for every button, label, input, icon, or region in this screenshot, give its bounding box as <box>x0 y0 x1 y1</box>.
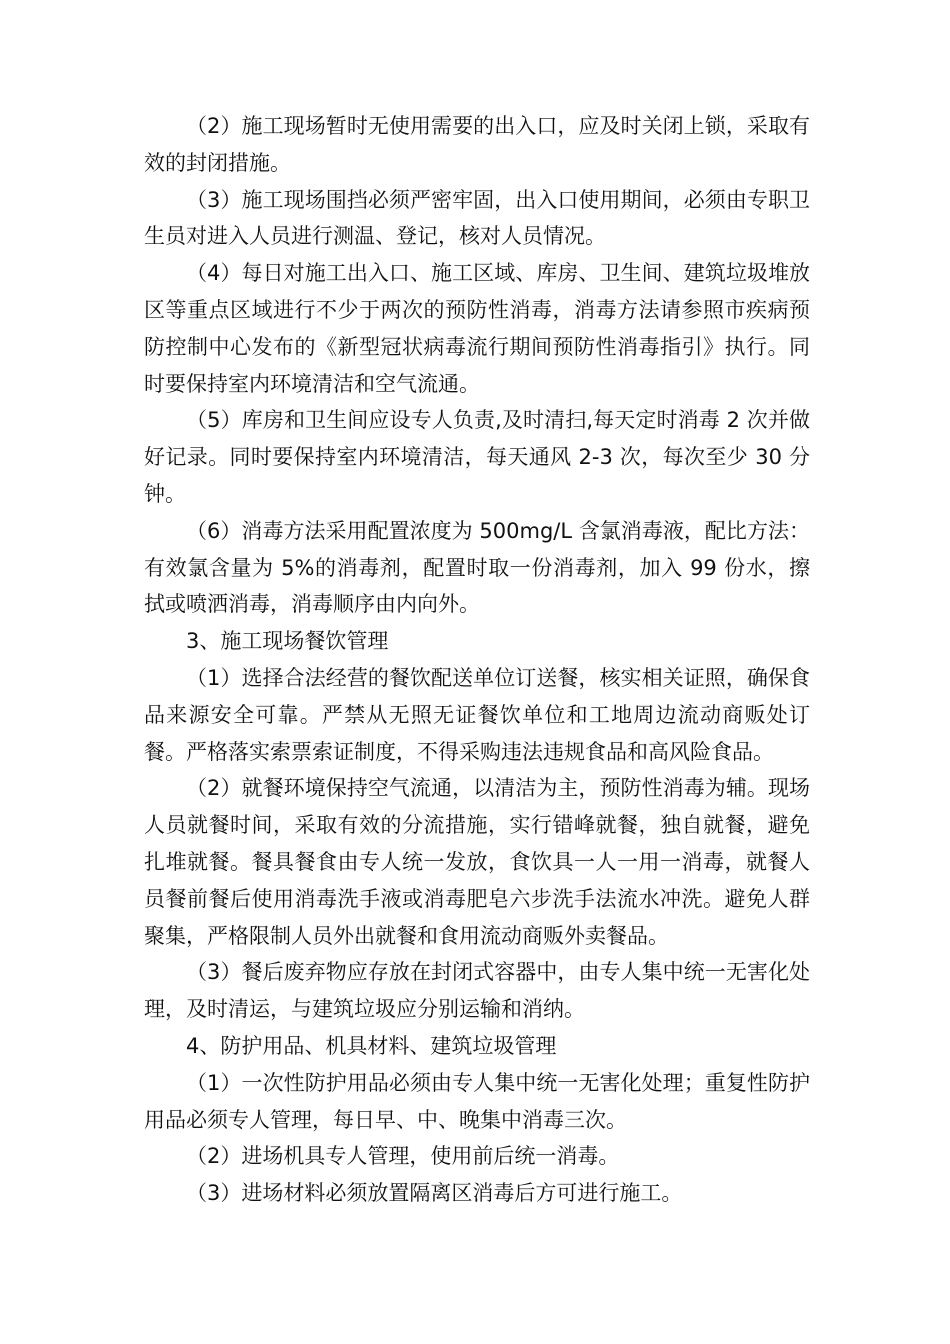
paragraph-disinfectant-ratio: （6）消毒方法采用配置浓度为 500mg/L 含氯消毒液，配比方法：有效氯含量为 5%的消毒剂，配置时取一份消毒剂，加入 99 份水，擦拭或喷洒消毒，消毒顺序由内向外。 <box>144 518 810 617</box>
section-heading-protective-supplies: 4、防护用品、机具材料、建筑垃圾管理 <box>186 1033 557 1058</box>
paragraph-machinery: （2）进场机具专人管理，使用前后统一消毒。 <box>186 1144 620 1169</box>
paragraph-materials: （3）进场材料必须放置隔离区消毒后方可进行施工。 <box>186 1181 683 1206</box>
paragraph-dining-environment: （2）就餐环境保持空气流通，以清洁为主，预防性消毒为辅。现场人员就餐时间，采取有效的分流措施，实行错峰就餐，独自就餐，避免扎堆就餐。餐具餐食由专人统一发放，食饮具一人一用一消毒，就餐人员餐前餐后使用消毒洗手液或消毒肥皂六步洗手法流水冲洗。避免人群聚集，严格限制人员外出就餐和食用流动商贩外卖餐品。 <box>144 776 810 948</box>
paragraph-catering-supplier: （1）选择合法经营的餐饮配送单位订送餐，核实相关证照，确保食品来源安全可靠。严禁从无照无证餐饮单位和工地周边流动商贩处订餐。严格落实索票索证制度，不得采购违法违规食品和高风险食品。 <box>144 665 810 764</box>
paragraph-daily-disinfection: （4）每日对施工出入口、施工区域、库房、卫生间、建筑垃圾堆放区等重点区域进行不少于两次的预防性消毒，消毒方法请参照市疾病预防控制中心发布的《新型冠状病毒流行期间预防性消毒指引》执行。同时要保持室内环境清洁和空气流通。 <box>144 261 810 396</box>
paragraph-food-waste: （3）餐后废弃物应存放在封闭式容器中，由专人集中统一无害化处理，及时清运，与建筑垃圾应分别运输和消纳。 <box>144 960 810 1022</box>
paragraph-warehouse-restroom: （5）库房和卫生间应设专人负责,及时清扫,每天定时消毒 2 次并做好记录。同时要保持室内环境清洁，每天通风 2-3 次，每次至少 30 分钟。 <box>144 408 810 506</box>
paragraph-protective-supplies: （1）一次性防护用品必须由专人集中统一无害化处理；重复性防护用品必须专人管理，每日早、中、晚集中消毒三次。 <box>144 1070 810 1132</box>
document-body <box>144 108 810 1212</box>
section-heading-catering: 3、施工现场餐饮管理 <box>186 629 389 654</box>
paragraph-entrance-closure: （2）施工现场暂时无使用需要的出入口，应及时关闭上锁，采取有效的封闭措施。 <box>144 114 810 175</box>
paragraph-fence-temperature-check: （3）施工现场围挡必须严密牢固，出入口使用期间，必须由专职卫生员对进入人员进行测温、登记，核对人员情况。 <box>144 187 810 249</box>
